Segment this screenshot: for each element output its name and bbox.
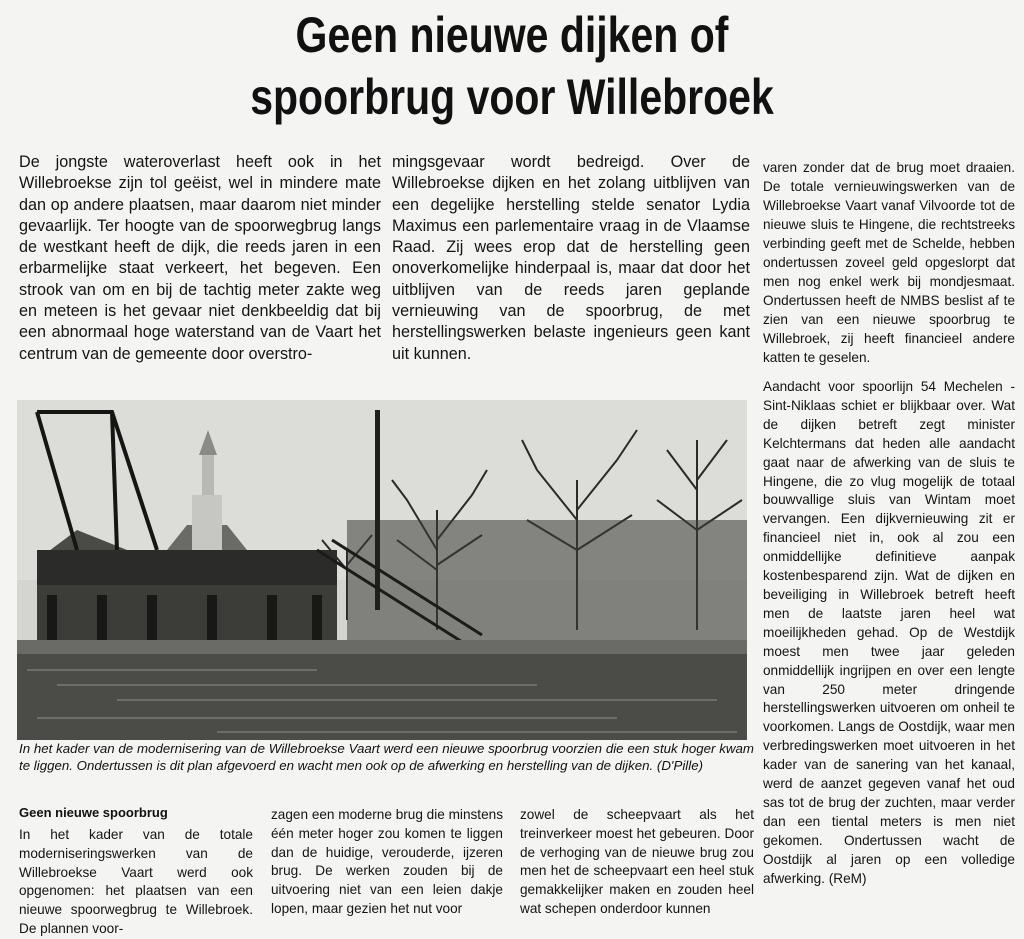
news-photo: [17, 400, 747, 740]
intro-column-1: [19, 152, 381, 365]
section-subhead: Geen nieuwe spoorbrug: [19, 805, 168, 820]
right-paragraph-2: Aandacht voor spoorlijn 54 Mechelen - Sint-Niklaas schiet er blijkbaar over. Wat de dijken betreft zegt minister Kelchtermans dat heden alle aandacht gaat naar de afwerking van de sluis te Hingene, die zo vlug mogelijk de totaal bouwvallige sluis van Wintam moet vervangen. Een dijkvernieuwing zit er financieel niet in, ook al zou een onmiddellijke definitieve aanpak kostenbesparend zijn. Wat de dijken en beveiliging in Willebroek betreft heeft men de laatste jaren heel wat moeilijkheden gehad. Op de Westdijk moest men twee jaar geleden onmiddellijk ingrijpen en over een lengte van 250 meter dringende herstellingswerken uitvoeren om onheil te voorkomen. Langs de Oostdijk, waar men verbredingswerken moet uitvoeren in het kader van de sanering van het kanaal, werd de aanzet gegeven vanaf het oud sas tot de brug der zuchten, maar verder dan een tiental meters is men niet gekomen. Ondertussen wacht de Oostdijk al jaren op een volledige afwerking. (ReM): [763, 379, 1015, 886]
section-column-3: [520, 806, 754, 919]
photo-caption: In het kader van de modernisering van de Willebroekse Vaart werd een nieuwe spoorbrug voorzien die een stuk hoger kwam te liggen. Ondertussen is dit plan afgevoerd en wacht men ook op de afwerking en herstelling van de dijken. (D'Pille): [19, 741, 754, 774]
right-column-bottom: [763, 378, 1015, 888]
intro-column-2: [392, 152, 750, 365]
section-text-2: zagen een moderne brug die minstens één meter hoger zou komen te liggen dan de huidige, verouderde, ijzeren brug. De werken zouden bij de uitvoering niet van een leien dakje lopen, maar gezien het nut voor: [271, 807, 503, 916]
headline-line-1: Geen nieuwe dijken of: [295, 7, 729, 63]
photo-bridge-canal: [17, 400, 747, 740]
intro-text-2: mingsgevaar wordt bedreigd. Over de Willebroekse dijken en het zolang uitblijven van een degelijke herstelling stelde senator Lydia Maximus een parlementaire vraag in de Vlaamse Raad. Zij wees erop dat de herstelling geen onoverkomelijke hinderpaal is, maar dat door het uitblijven van de reeds jaren geplande vernieuwing van de spoorbrug, de met herstellingswerken belaste ingenieurs geen kant uit kunnen.: [392, 153, 750, 363]
right-paragraph-1: varen zonder dat de brug moet draaien. De totale vernieuwingswerken van de Willebroekse Vaart vanaf Vilvoorde tot de nieuwe sluis te Hingene, die rechtstreeks verbinding geeft met de Schelde, hebben ondertussen zoveel geld opgeslorpt dat men nog enkel werk bij mondjesmaat. Ondertussen heeft de NMBS beslist af te zien van een nieuwe spoorbrug te Willebroek, zij heeft financieel andere katten te geselen.: [763, 160, 1015, 365]
intro-text-1: De jongste wateroverlast heeft ook in het Willebroekse zijn tol geëist, wel in mindere mate dan op andere plaatsen, maar daarom niet minder gevaarlijk. Ter hoogte van de spoorwegbrug langs de westkant heeft de dijk, die reeds jaren in een erbarmelijke staat verkeert, het begeven. Een strook van om en bij de tachtig meter zakte weg en meteen is het gevaar niet denkbeeldig dat bij een abnormaal hoge waterstand van de Vaart het centrum van de gemeente door overstro-: [19, 153, 381, 363]
section-text-3: zowel de scheepvaart als het treinverkeer moest het gebeuren. Door de verhoging van de nieuwe brug zou men het de scheepvaart een heel stuk gemakkelijker maken en zouden heel wat schepen onderdoor kunnen: [520, 807, 754, 916]
right-column-top: [763, 158, 1015, 367]
section-column-2: [271, 806, 503, 919]
section-column-1: [19, 826, 253, 939]
headline-line-2: spoorbrug voor Willebroek: [250, 69, 774, 125]
section-text-1: In het kader van de totale moderniseringswerken van de Willebroekse Vaart werd ook opgenomen: het plaatsen van een nieuwe spoorwegbrug te Willebroek. De plannen voor-: [19, 827, 253, 936]
